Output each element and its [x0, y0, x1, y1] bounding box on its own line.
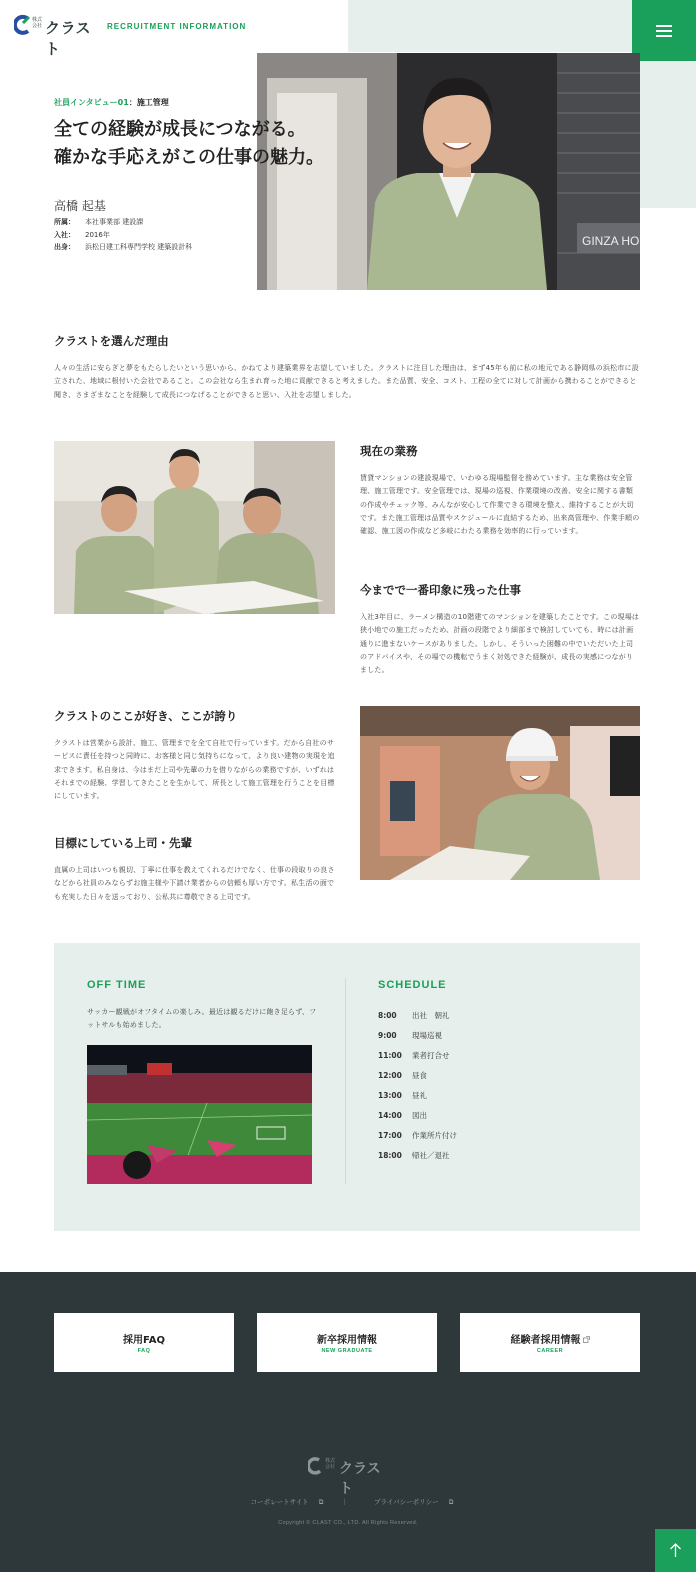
corporate-site-link[interactable]: コーポレートサイト ⧉: [250, 1498, 324, 1506]
card-title: 新卒採用情報: [317, 1335, 377, 1346]
schedule-task: 作業所片付け: [412, 1131, 457, 1140]
footer-logo-sub: 株式会社: [325, 1458, 336, 1470]
schedule-row: [378, 1110, 427, 1121]
profile-row: [54, 216, 192, 229]
schedule-task: 図出: [412, 1111, 427, 1120]
footer-links: [0, 1497, 696, 1507]
schedule-task: 帰社／退社: [412, 1151, 450, 1160]
interview-separator: ：: [128, 98, 137, 107]
schedule-row: [378, 1070, 427, 1081]
profile-key: 入社：: [54, 230, 75, 239]
profile-row: [54, 241, 192, 254]
schedule-row: [378, 1090, 427, 1101]
menu-button[interactable]: [632, 0, 696, 61]
schedule-time: 17:00: [378, 1131, 402, 1140]
card-subtitle: CAREER: [536, 1348, 564, 1354]
card-title: [460, 1331, 640, 1346]
schedule-time: 13:00: [378, 1091, 402, 1100]
hero-title-line: 確かな手応えがこの仕事の魅力。: [54, 147, 324, 168]
profile-value: 2016年: [85, 230, 110, 239]
person-name: 高橋 起基: [54, 199, 106, 213]
schedule-time: 18:00: [378, 1151, 402, 1160]
recruitment-label: RECRUITMENT INFORMATION: [107, 22, 247, 31]
interview-department: 施工管理: [136, 98, 169, 107]
logo-mark-icon: [14, 14, 32, 36]
schedule-task: 出社 朝礼: [412, 1011, 450, 1020]
page-top-button[interactable]: [655, 1529, 696, 1572]
section-body-reason: 人々の生活に安らぎと夢をもたらしたいという思いから、かねてより建築業界を志望していました。クラストに注目した理由は、まず45年も前に私の地元である静岡県の浜松市に設立された、地域に根付いた会社であること。この会社なら生まれ育った地に貢献できると考えました。また品質、安全、コスト、工程の全てに対して計画から携わることができると聞き、さまざまなことを経験して成長につなげることができると思い、入社を志望しました。: [54, 364, 639, 399]
hero-title: [54, 116, 374, 172]
faq-link-card[interactable]: [54, 1313, 234, 1372]
card-subtitle: NEW GRADUATE: [321, 1348, 373, 1354]
schedule-task: 現場巡視: [412, 1031, 442, 1040]
schedule-task: 昼食: [412, 1071, 427, 1080]
profile-value: 本社事業部 建設課: [85, 218, 144, 226]
team-meeting-photo: [54, 441, 335, 614]
section-body-current: 賃貸マンションの建設現場で、いわゆる現場監督を務めています。主な業務は安全管理、施工管理です。安全管理では、現場の巡視、作業環境の改善、安全に関する書類の作成やチェック等、みんなが安心して作業できる環境を整え、維持することが大切です。また施工管理は品質やスケジュールに直結するため、出来高管理や、作業手順の確認、施工図の作成など多岐にわたる業務を効率的に行っています。: [360, 474, 640, 536]
hamburger-icon: [656, 35, 672, 37]
schedule-time: 12:00: [378, 1071, 402, 1080]
arrow-up-icon: [655, 1529, 696, 1572]
profile-value: 浜松日建工科専門学校 建築設計科: [85, 243, 193, 251]
new-graduate-link-card[interactable]: [257, 1313, 437, 1372]
profile-list: [54, 216, 192, 254]
profile-key: 所属：: [54, 218, 75, 226]
section-heading-current: 現在の業務: [360, 444, 418, 458]
schedule-row: [378, 1010, 450, 1021]
schedule-row: [378, 1130, 457, 1141]
interview-number: 社員インタビュー01: [54, 98, 129, 107]
logo-text: クラスト: [45, 19, 92, 58]
hamburger-icon: [656, 30, 672, 32]
schedule-row: [378, 1050, 450, 1061]
offtime-heading: OFF TIME: [87, 979, 147, 991]
profile-row: [54, 229, 192, 242]
profile-key: 出身：: [54, 243, 75, 251]
privacy-policy-link[interactable]: プライバシーポリシー ⧉: [374, 1498, 454, 1506]
stadium-photo: [87, 1045, 312, 1184]
section-body-pride: クラストは営業から設計、施工、管理までを全て自社で行っています。だから自社のサービスに責任を持つと同時に、お客様と同じ気持ちになって、より良い建物の実現を追求できます。私自身は、今はまだ上司や先輩の力を借りながらの業務ですが、いずれはそれまでの経験、学習してきたことを生かして、所長として施工管理を行うことを目標にしています。: [54, 739, 335, 801]
footer-link-separator: ｜: [341, 1498, 348, 1506]
section-body-mentor: 直属の上司はいつも親切、丁寧に仕事を教えてくれるだけでなく、仕事の段取りの良さなどから社員のみならずお施主様や下請け業者からの信頼も厚い方です。私生活の面でも充実した日々を送っており、公私共に尊敬できる上司です。: [54, 866, 335, 901]
schedule-heading: SCHEDULE: [378, 979, 447, 991]
career-link-card[interactable]: [460, 1313, 640, 1372]
worker-at-desk-photo: [360, 706, 640, 880]
schedule-time: 11:00: [378, 1051, 402, 1060]
interview-label: [54, 97, 169, 108]
schedule-task: 昼礼: [412, 1091, 427, 1100]
section-heading-pride: クラストのここが好き、ここが誇り: [54, 709, 238, 723]
external-link-icon: [583, 1336, 590, 1343]
section-heading-memorable: 今までで一番印象に残った仕事: [360, 583, 521, 597]
schedule-time: 8:00: [378, 1011, 397, 1020]
copyright: Copyright © CLAST CO., LTD. All Rights Reserved.: [278, 1520, 418, 1526]
section-body-memorable: 入社3年目に、ラーメン構造の10階建てのマンションを建築したことです。この現場は狭小地での施工だったため、計画の段階でより細部まで検討していても、時には計画通りに進まないケースがありました。しかし、そういった困難の中でいただいた上司のアドバイスや、その場での機転でうまく対処できた経験が、成長の実感につながりました。: [360, 613, 640, 675]
card-subtitle: FAQ: [137, 1348, 151, 1354]
offtime-body: サッカー観戦がオフタイムの楽しみ。最近は観るだけに飽き足らず、フットサルも始めました。: [87, 1008, 317, 1029]
company-logo[interactable]: [14, 14, 96, 58]
logo-mark-icon: [308, 1456, 324, 1476]
schedule-row: [378, 1030, 442, 1041]
schedule-time: 9:00: [378, 1031, 397, 1040]
panel-divider: [345, 978, 346, 1184]
section-heading-reason: クラストを選んだ理由: [54, 334, 169, 348]
link-label: コーポレートサイト: [250, 1498, 309, 1506]
logo-sub-text: 株式会社: [32, 17, 43, 29]
hero-photo-sign: GINZA HO: [582, 234, 640, 248]
schedule-row: [378, 1150, 450, 1161]
hero-title-line: 全ての経験が成長につながる。: [54, 119, 306, 140]
footer-logo-text: クラスト: [339, 1461, 381, 1497]
hero-side-panel: [640, 52, 696, 208]
schedule-task: 業者打合せ: [412, 1051, 450, 1060]
footer-logo[interactable]: [308, 1456, 390, 1497]
card-title-text: 経験者採用情報: [510, 1335, 581, 1346]
schedule-time: 14:00: [378, 1111, 402, 1120]
hamburger-icon: [656, 25, 672, 27]
link-label: プライバシーポリシー: [374, 1498, 439, 1506]
section-heading-mentor: 目標にしている上司・先輩: [54, 836, 192, 850]
card-title: 採用FAQ: [123, 1335, 165, 1346]
